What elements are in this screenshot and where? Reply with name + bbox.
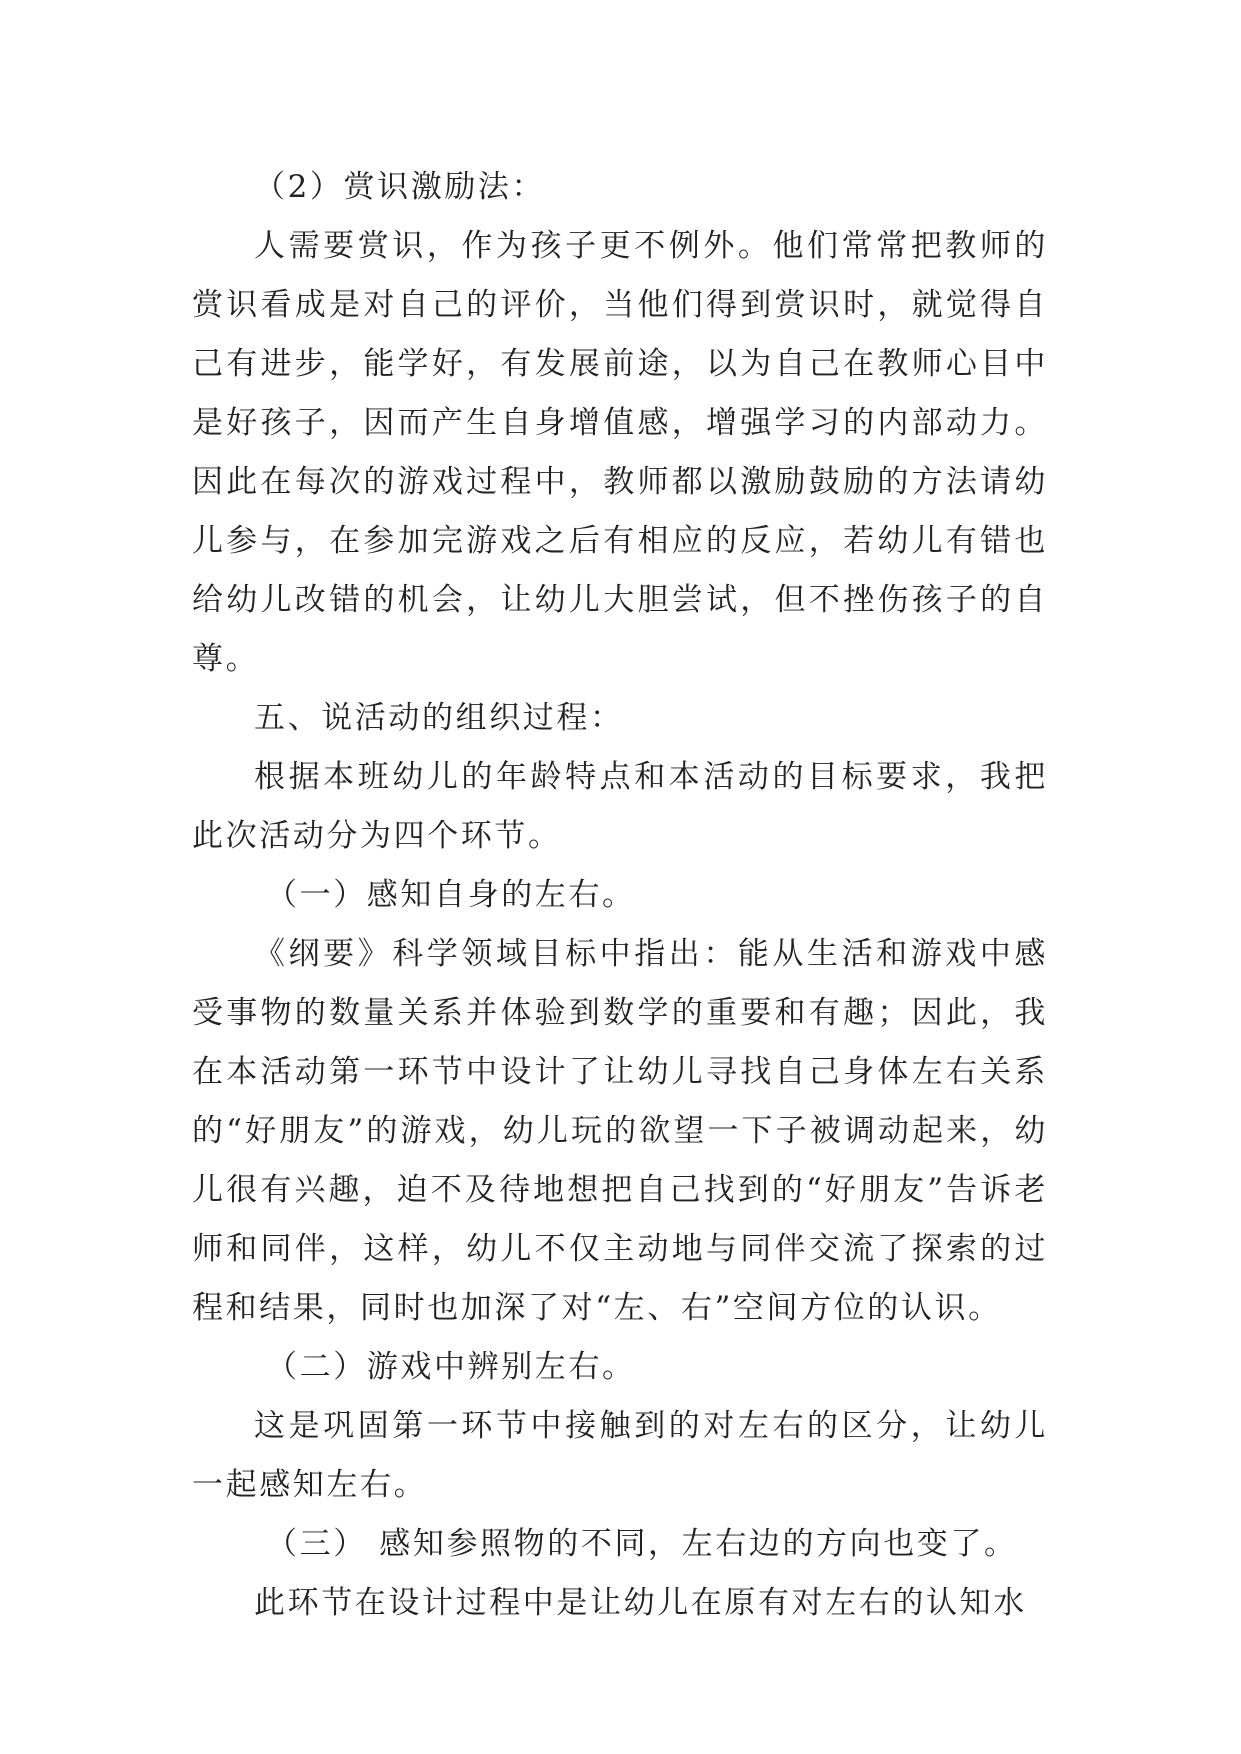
subheading-stage-two: （二）游戏中辨别左右。 bbox=[266, 1349, 636, 1385]
paragraph-stage-one: 《纲要》科学领域目标中指出：能从生活和游戏中感受事物的数量关系并体验到数学的重要和有趣；因此，我在本活动第一环节中设计了让幼儿寻找自己身体左右关系的“好朋友”的游戏，幼儿玩的欲望一下子被调动起来，幼儿很有兴趣，迫不及待地想把自己找到的“好朋友”告诉老师和同伴，这样，幼儿不仅主动地与同伴交流了探索的过程和结果，同时也加深了对“左、右”空间方位的认识。 bbox=[192, 936, 1048, 1326]
section-heading-activity-process: 五、说活动的组织过程： bbox=[254, 700, 624, 736]
subheading-appreciation-method: （2）赏识激励法： bbox=[254, 169, 546, 205]
document-body bbox=[192, 158, 1048, 1633]
subheading-stage-three: （三） 感知参照物的不同，左右边的方向也变了。 bbox=[266, 1526, 1018, 1562]
paragraph-stage-two: 这是巩固第一环节中接触到的对左右的区分，让幼儿一起感知左右。 bbox=[192, 1408, 1048, 1503]
subheading-stage-one: （一）感知自身的左右。 bbox=[266, 877, 636, 913]
paragraph-four-stages: 根据本班幼儿的年龄特点和本活动的目标要求，我把此次活动分为四个环节。 bbox=[192, 759, 1048, 854]
paragraph-appreciation: 人需要赏识，作为孩子更不例外。他们常常把教师的赏识看成是对自己的评价，当他们得到赏识时，就觉得自己有进步，能学好，有发展前途，以为自己在教师心目中是好孩子，因而产生自身增值感，增强学习的内部动力。因此在每次的游戏过程中，教师都以激励鼓励的方法请幼儿参与，在参加完游戏之后有相应的反应，若幼儿有错也给幼儿改错的机会，让幼儿大胆尝试，但不挫伤孩子的自尊。 bbox=[192, 228, 1048, 677]
paragraph-stage-three: 此环节在设计过程中是让幼儿在原有对左右的认知水 bbox=[254, 1585, 1027, 1621]
